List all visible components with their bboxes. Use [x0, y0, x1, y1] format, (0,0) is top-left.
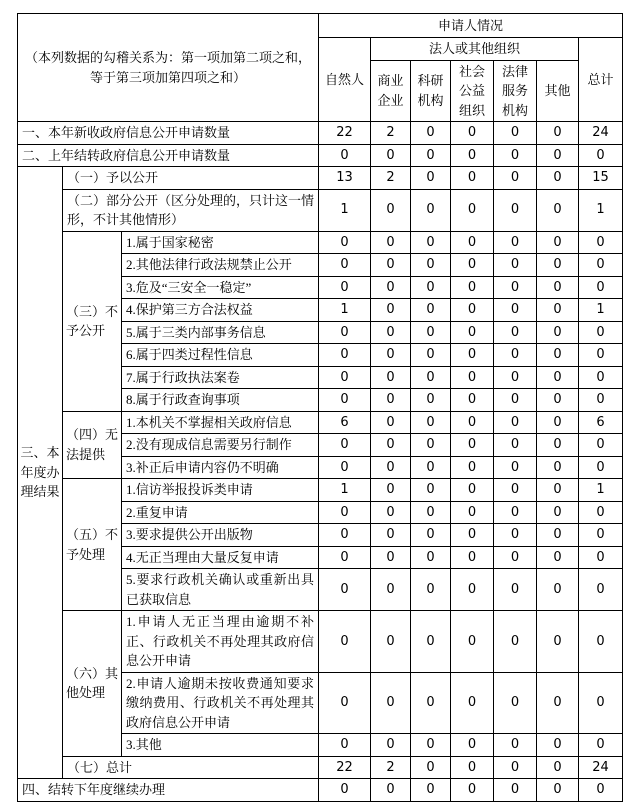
row-label: 3.补正后申请内容仍不明确 [122, 456, 319, 479]
value-cell: 0 [451, 411, 494, 434]
value-cell: 0 [494, 734, 537, 757]
value-cell: 0 [319, 231, 371, 254]
value-cell: 0 [411, 524, 451, 547]
row-label: 2.没有现成信息需要另行制作 [122, 434, 319, 457]
value-cell: 0 [537, 276, 579, 299]
row-label: 1.申请人无正当理由逾期不补正、行政机关不再处理其政府信息公开申请 [122, 611, 319, 673]
value-cell: 0 [494, 366, 537, 389]
value-cell: 0 [579, 144, 623, 167]
value-cell: 0 [451, 524, 494, 547]
value-cell: 0 [579, 231, 623, 254]
value-cell: 0 [371, 144, 411, 167]
value-cell: 0 [579, 434, 623, 457]
value-cell: 0 [451, 344, 494, 367]
value-cell: 0 [494, 779, 537, 802]
value-cell: 0 [411, 122, 451, 145]
value-cell: 0 [371, 254, 411, 277]
value-cell: 0 [411, 344, 451, 367]
value-cell: 0 [371, 524, 411, 547]
value-cell: 0 [494, 299, 537, 322]
value-cell: 0 [371, 779, 411, 802]
value-cell: 1 [579, 189, 623, 231]
row-label: （一）予以公开 [63, 167, 319, 190]
value-cell: 13 [319, 167, 371, 190]
value-cell: 0 [579, 456, 623, 479]
value-cell: 0 [579, 672, 623, 734]
value-cell: 0 [319, 501, 371, 524]
value-cell: 0 [319, 524, 371, 547]
value-cell: 0 [411, 672, 451, 734]
value-cell: 22 [319, 756, 371, 779]
value-cell: 0 [494, 411, 537, 434]
value-cell: 0 [319, 611, 371, 673]
value-cell: 0 [537, 167, 579, 190]
value-cell: 0 [537, 389, 579, 412]
value-cell: 0 [411, 254, 451, 277]
value-cell: 0 [494, 479, 537, 502]
value-cell: 0 [411, 434, 451, 457]
value-cell: 0 [494, 756, 537, 779]
value-cell: 0 [371, 344, 411, 367]
value-cell: 0 [319, 569, 371, 611]
value-cell: 0 [494, 321, 537, 344]
value-cell: 0 [494, 122, 537, 145]
value-cell: 0 [579, 366, 623, 389]
value-cell: 0 [579, 389, 623, 412]
header-org-col-legal: 法律服务机构 [494, 60, 537, 122]
value-cell: 0 [494, 144, 537, 167]
value-cell: 0 [371, 389, 411, 412]
value-cell: 0 [371, 321, 411, 344]
value-cell: 0 [579, 254, 623, 277]
value-cell: 0 [494, 167, 537, 190]
value-cell: 0 [451, 122, 494, 145]
value-cell: 0 [579, 546, 623, 569]
value-cell: 0 [579, 734, 623, 757]
value-cell: 0 [371, 276, 411, 299]
value-cell: 0 [411, 366, 451, 389]
group-unable-provide: （四）无法提供 [63, 411, 122, 479]
value-cell: 0 [411, 231, 451, 254]
value-cell: 0 [537, 231, 579, 254]
row-label: 5.要求行政机关确认或重新出具已获取信息 [122, 569, 319, 611]
header-legal-org: 法人或其他组织 [371, 38, 579, 61]
value-cell: 1 [579, 299, 623, 322]
header-org-col-business: 商业企业 [371, 60, 411, 122]
value-cell: 0 [451, 276, 494, 299]
value-cell: 0 [411, 479, 451, 502]
header-total: 总计 [579, 38, 623, 122]
value-cell: 0 [494, 344, 537, 367]
row-label: 4.保护第三方合法权益 [122, 299, 319, 322]
row-label: （二）部分公开（区分处理的，只计这一情形，不计其他情形） [63, 189, 319, 231]
value-cell: 0 [494, 389, 537, 412]
value-cell: 1 [319, 479, 371, 502]
value-cell: 0 [451, 144, 494, 167]
value-cell: 0 [319, 344, 371, 367]
value-cell: 0 [371, 434, 411, 457]
value-cell: 0 [537, 672, 579, 734]
value-cell: 0 [411, 411, 451, 434]
value-cell: 24 [579, 122, 623, 145]
value-cell: 0 [451, 501, 494, 524]
row-label: 3.其他 [122, 734, 319, 757]
value-cell: 1 [579, 479, 623, 502]
value-cell: 0 [451, 299, 494, 322]
value-cell: 0 [537, 611, 579, 673]
row-label: 2.其他法律行政法规禁止公开 [122, 254, 319, 277]
value-cell: 0 [537, 189, 579, 231]
value-cell: 0 [494, 254, 537, 277]
value-cell: 0 [451, 611, 494, 673]
value-cell: 0 [451, 231, 494, 254]
value-cell: 0 [494, 456, 537, 479]
group-not-processed: （五）不予处理 [63, 479, 122, 611]
value-cell: 0 [371, 569, 411, 611]
value-cell: 0 [579, 344, 623, 367]
value-cell: 0 [411, 299, 451, 322]
value-cell: 0 [494, 569, 537, 611]
value-cell: 0 [319, 389, 371, 412]
value-cell: 0 [537, 569, 579, 611]
value-cell: 0 [494, 434, 537, 457]
header-applicant-status: 申请人情况 [319, 14, 623, 38]
row-label: 2.重复申请 [122, 501, 319, 524]
value-cell: 0 [411, 389, 451, 412]
value-cell: 0 [319, 144, 371, 167]
value-cell: 0 [411, 501, 451, 524]
value-cell: 15 [579, 167, 623, 190]
value-cell: 0 [411, 167, 451, 190]
value-cell: 0 [579, 501, 623, 524]
value-cell: 0 [371, 411, 411, 434]
value-cell: 0 [319, 779, 371, 802]
value-cell: 0 [451, 569, 494, 611]
value-cell: 0 [537, 299, 579, 322]
value-cell: 0 [537, 321, 579, 344]
row-label: （七）总计 [63, 756, 319, 779]
value-cell: 0 [537, 501, 579, 524]
value-cell: 0 [494, 501, 537, 524]
row-label: 1.本机关不掌握相关政府信息 [122, 411, 319, 434]
row-label: 一、本年新收政府信息公开申请数量 [18, 122, 319, 145]
value-cell: 0 [451, 366, 494, 389]
value-cell: 0 [537, 344, 579, 367]
value-cell: 24 [579, 756, 623, 779]
value-cell: 2 [371, 122, 411, 145]
value-cell: 0 [451, 389, 494, 412]
value-cell: 0 [371, 479, 411, 502]
value-cell: 0 [451, 779, 494, 802]
value-cell: 0 [371, 672, 411, 734]
header-org-col-other: 其他 [537, 60, 579, 122]
value-cell: 0 [537, 779, 579, 802]
value-cell: 0 [411, 756, 451, 779]
value-cell: 0 [494, 231, 537, 254]
value-cell: 0 [451, 479, 494, 502]
value-cell: 2 [371, 756, 411, 779]
value-cell: 0 [371, 299, 411, 322]
value-cell: 0 [319, 672, 371, 734]
value-cell: 0 [451, 734, 494, 757]
value-cell: 0 [319, 546, 371, 569]
value-cell: 0 [451, 321, 494, 344]
value-cell: 0 [537, 434, 579, 457]
value-cell: 0 [371, 456, 411, 479]
value-cell: 0 [537, 479, 579, 502]
row-label: 3.危及“三安全一稳定” [122, 276, 319, 299]
info-disclosure-table [17, 13, 623, 802]
value-cell: 0 [579, 321, 623, 344]
value-cell: 6 [579, 411, 623, 434]
value-cell: 0 [319, 276, 371, 299]
row-label: 5.属于三类内部事务信息 [122, 321, 319, 344]
row-label: 二、上年结转政府信息公开申请数量 [18, 144, 319, 167]
group-not-disclosed: （三）不予公开 [63, 231, 122, 411]
value-cell: 0 [494, 672, 537, 734]
value-cell: 2 [371, 167, 411, 190]
value-cell: 0 [371, 501, 411, 524]
value-cell: 0 [537, 144, 579, 167]
value-cell: 0 [537, 734, 579, 757]
value-cell: 0 [537, 254, 579, 277]
value-cell: 1 [319, 299, 371, 322]
value-cell: 0 [411, 456, 451, 479]
header-natural-person: 自然人 [319, 38, 371, 122]
value-cell: 0 [371, 546, 411, 569]
value-cell: 0 [537, 546, 579, 569]
value-cell: 0 [319, 366, 371, 389]
row-label: 1.属于国家秘密 [122, 231, 319, 254]
value-cell: 0 [371, 734, 411, 757]
row-label: 2.申请人逾期未按收费通知要求缴纳费用、行政机关不再处理其政府信息公开申请 [122, 672, 319, 734]
row-label: 四、结转下年度继续办理 [18, 779, 319, 802]
value-cell: 22 [319, 122, 371, 145]
value-cell: 0 [494, 276, 537, 299]
value-cell: 0 [494, 524, 537, 547]
value-cell: 0 [411, 546, 451, 569]
value-cell: 0 [451, 189, 494, 231]
value-cell: 0 [579, 276, 623, 299]
value-cell: 0 [411, 189, 451, 231]
value-cell: 0 [537, 122, 579, 145]
row-label: 6.属于四类过程性信息 [122, 344, 319, 367]
value-cell: 0 [451, 254, 494, 277]
value-cell: 0 [371, 366, 411, 389]
value-cell: 0 [494, 189, 537, 231]
value-cell: 0 [319, 321, 371, 344]
row-label: 4.无正当理由大量反复申请 [122, 546, 319, 569]
value-cell: 0 [371, 611, 411, 673]
value-cell: 0 [319, 734, 371, 757]
section-annual-results: 三、本年度办理结果 [18, 167, 63, 779]
value-cell: 0 [411, 611, 451, 673]
value-cell: 0 [411, 779, 451, 802]
value-cell: 0 [451, 672, 494, 734]
value-cell: 0 [411, 569, 451, 611]
row-label: 8.属于行政查询事项 [122, 389, 319, 412]
value-cell: 1 [319, 189, 371, 231]
value-cell: 0 [579, 611, 623, 673]
value-cell: 0 [537, 756, 579, 779]
value-cell: 0 [451, 167, 494, 190]
value-cell: 0 [451, 434, 494, 457]
value-cell: 0 [411, 734, 451, 757]
value-cell: 0 [371, 231, 411, 254]
value-cell: 0 [411, 276, 451, 299]
value-cell: 0 [579, 779, 623, 802]
value-cell: 6 [319, 411, 371, 434]
value-cell: 0 [451, 546, 494, 569]
value-cell: 0 [579, 524, 623, 547]
row-label: 7.属于行政执法案卷 [122, 366, 319, 389]
row-label: 1.信访举报投诉类申请 [122, 479, 319, 502]
value-cell: 0 [494, 546, 537, 569]
value-cell: 0 [451, 456, 494, 479]
value-cell: 0 [411, 144, 451, 167]
header-org-col-social: 社会公益组织 [451, 60, 494, 122]
value-cell: 0 [579, 569, 623, 611]
value-cell: 0 [319, 456, 371, 479]
value-cell: 0 [537, 456, 579, 479]
value-cell: 0 [371, 189, 411, 231]
group-other-handling: （六）其他处理 [63, 611, 122, 757]
value-cell: 0 [537, 524, 579, 547]
value-cell: 0 [494, 611, 537, 673]
value-cell: 0 [319, 434, 371, 457]
value-cell: 0 [537, 411, 579, 434]
value-cell: 0 [411, 321, 451, 344]
row-label: 3.要求提供公开出版物 [122, 524, 319, 547]
table-note: （本列数据的勾稽关系为：第一项加第二项之和，等于第三项加第四项之和） [18, 14, 319, 122]
value-cell: 0 [451, 756, 494, 779]
header-org-col-research: 科研机构 [411, 60, 451, 122]
value-cell: 0 [319, 254, 371, 277]
value-cell: 0 [537, 366, 579, 389]
